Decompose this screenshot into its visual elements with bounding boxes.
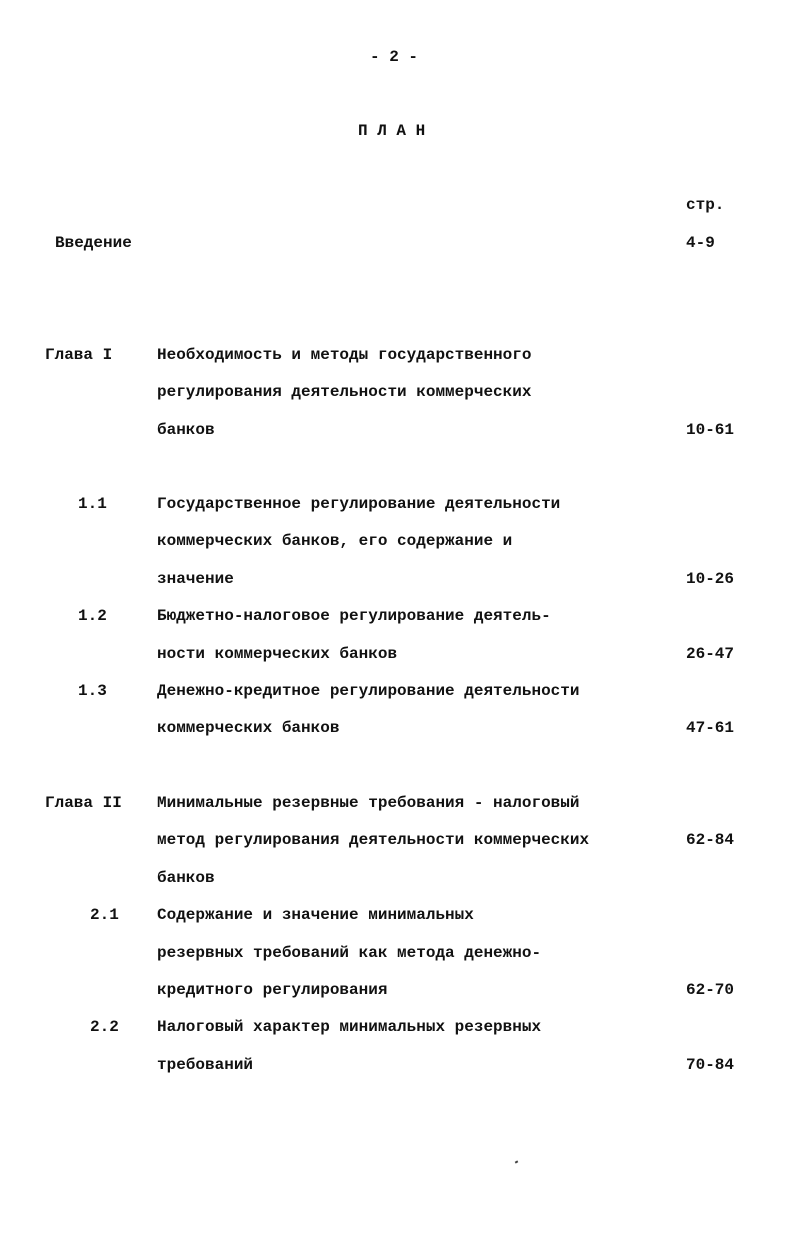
toc-section-2-2-number: 2.2 <box>90 1018 119 1036</box>
toc-section-1-1-number: 1.1 <box>78 495 107 513</box>
toc-chapter-1-title-line: Необходимость и методы государственного <box>157 346 532 364</box>
toc-chapter-1-pages: 10-61 <box>686 421 735 439</box>
toc-section-1-2-title-line: Бюджетно-налоговое регулирование деятель- <box>157 607 551 625</box>
toc-section-2-1-title-line: резервных требований как метода денежно- <box>157 944 542 962</box>
toc-chapter-2-title-line: Минимальные резервные требования - налоговый <box>157 794 580 812</box>
toc-section-2-2-title-line: Налоговый характер минимальных резервных <box>157 1018 542 1036</box>
page-number: - 2 - <box>370 48 419 66</box>
scan-speck <box>515 1160 519 1163</box>
toc-section-2-2-title-line: требований <box>157 1056 254 1074</box>
toc-section-1-3-title-line: Денежно-кредитное регулирование деятельности <box>157 682 580 700</box>
toc-chapter-2-label: Глава II <box>45 794 122 812</box>
toc-section-2-1-title-line: кредитного регулирования <box>157 981 388 999</box>
toc-section-1-2-title-line: ности коммерческих банков <box>157 645 398 663</box>
toc-chapter-1-title-line: регулирования деятельности коммерческих <box>157 383 532 401</box>
toc-intro-label: Введение <box>55 234 132 252</box>
toc-section-2-1-title-line: Содержание и значение минимальных <box>157 906 474 924</box>
toc-section-1-1-title-line: коммерческих банков, его содержание и <box>157 532 513 550</box>
toc-section-2-2-pages: 70-84 <box>686 1056 735 1074</box>
toc-section-1-2-number: 1.2 <box>78 607 107 625</box>
toc-section-1-1-pages: 10-26 <box>686 570 735 588</box>
page-title: П Л А Н <box>358 122 426 140</box>
toc-chapter-1-title-line: банков <box>157 421 215 439</box>
toc-section-1-3-pages: 47-61 <box>686 719 735 737</box>
toc-chapter-2-title-line: банков <box>157 869 215 887</box>
toc-chapter-2-title-line: метод регулирования деятельности коммерческих <box>157 831 590 849</box>
toc-chapter-1-label: Глава I <box>45 346 113 364</box>
toc-intro-pages: 4-9 <box>686 234 715 252</box>
toc-chapter-2-pages: 62-84 <box>686 831 735 849</box>
toc-section-1-3-number: 1.3 <box>78 682 107 700</box>
toc-section-1-1-title-line: Государственное регулирование деятельности <box>157 495 561 513</box>
pages-column-header: стр. <box>686 196 725 214</box>
toc-section-2-1-number: 2.1 <box>90 906 119 924</box>
toc-section-1-2-pages: 26-47 <box>686 645 735 663</box>
toc-section-1-3-title-line: коммерческих банков <box>157 719 340 737</box>
toc-section-2-1-pages: 62-70 <box>686 981 735 999</box>
toc-section-1-1-title-line: значение <box>157 570 234 588</box>
